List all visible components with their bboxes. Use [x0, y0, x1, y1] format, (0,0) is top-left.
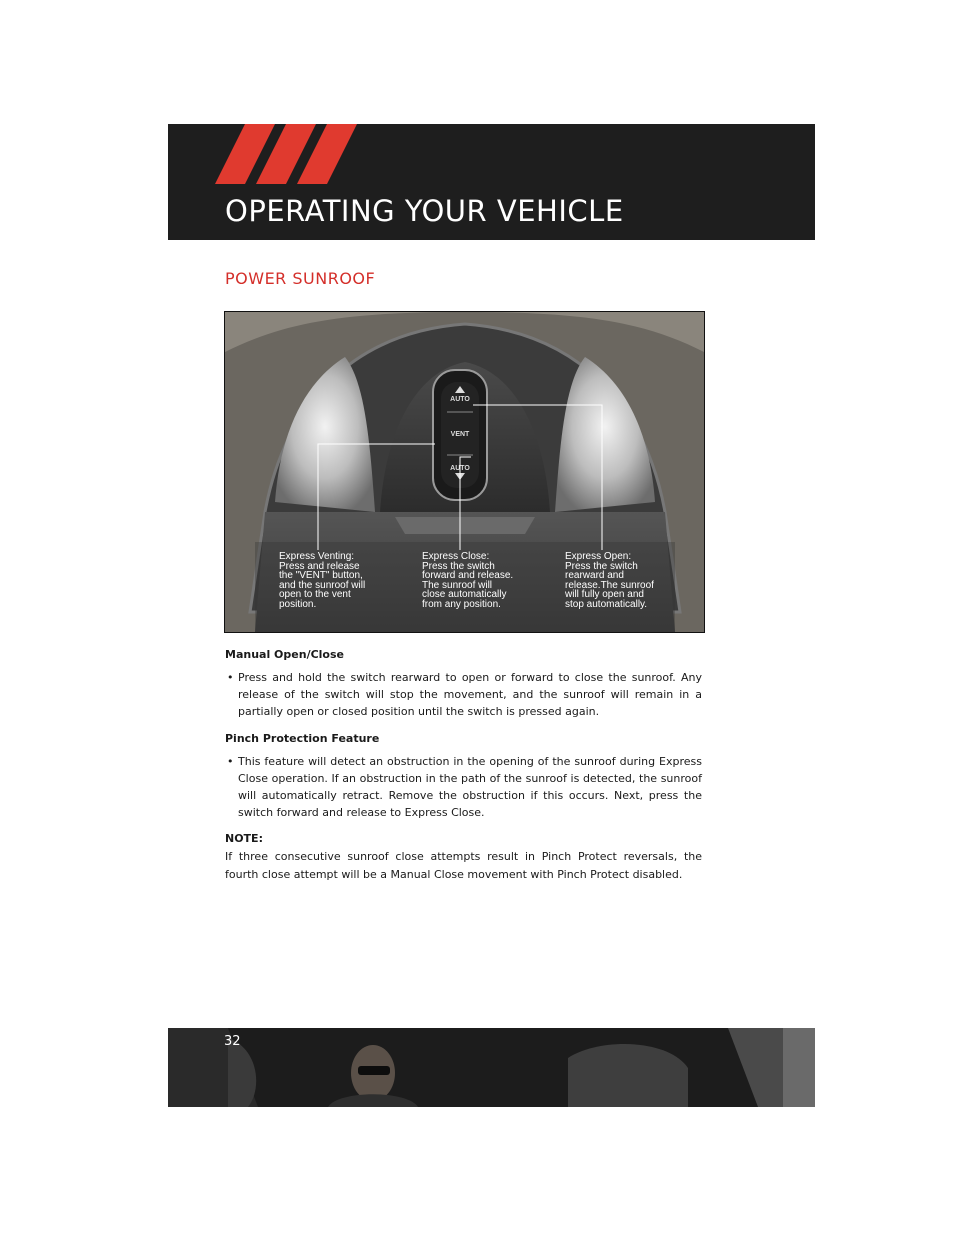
page-footer: [168, 1028, 815, 1107]
callout-express-close: Express Close: Press the switch forward and release. The sunroof will close automatically from any position.: [422, 551, 514, 610]
manual-bullet: [225, 669, 702, 720]
pinch-bullet-text: This feature will detect an obstruction in the opening of the sunroof during Express Close operation. If an obstruction in the path of the sunroof is detected, the sunroof will automatically retract. Remove the obstruction if this occurs. Next, press the switch forward and release to Express Close.: [238, 755, 702, 819]
page-number: 32: [224, 1034, 241, 1049]
brand-stripes-icon: [168, 124, 368, 186]
section-title: POWER SUNROOF: [225, 269, 376, 288]
sunroof-switch-photo: [224, 311, 705, 633]
callout-express-venting: Express Venting: Press and release the "VENT" button, and the sunroof will open to the vent position.: [279, 551, 366, 610]
bullet-dot-icon: •: [227, 671, 234, 684]
switch-label-auto-bottom: AUTO: [450, 465, 470, 472]
note-heading: NOTE:: [225, 832, 263, 845]
note-body: If three consecutive sunroof close attempts result in Pinch Protect reversals, the fourth close attempt will be a Manual Close movement with Pinch Protect disabled.: [225, 850, 702, 881]
callout-express-open: Express Open: Press the switch rearward and release.The sunroof will fully open and stop automatically.: [565, 551, 654, 610]
chapter-title: OPERATING YOUR VEHICLE: [225, 194, 624, 228]
switch-label-auto-top: AUTO: [450, 396, 470, 403]
pinch-heading: Pinch Protection Feature: [225, 732, 380, 745]
manual-bullet-text: Press and hold the switch rearward to open or forward to close the sunroof. Any release of the switch will stop the movement, and the sunroof will remain in a partially open or closed position until the switch is pressed again.: [238, 671, 702, 718]
pinch-bullet: [225, 753, 702, 821]
bullet-dot-icon: •: [227, 755, 234, 768]
manual-heading: Manual Open/Close: [225, 648, 344, 661]
chapter-header: [168, 124, 815, 240]
footer-photo: [168, 1028, 815, 1107]
switch-label-vent: VENT: [450, 431, 470, 438]
